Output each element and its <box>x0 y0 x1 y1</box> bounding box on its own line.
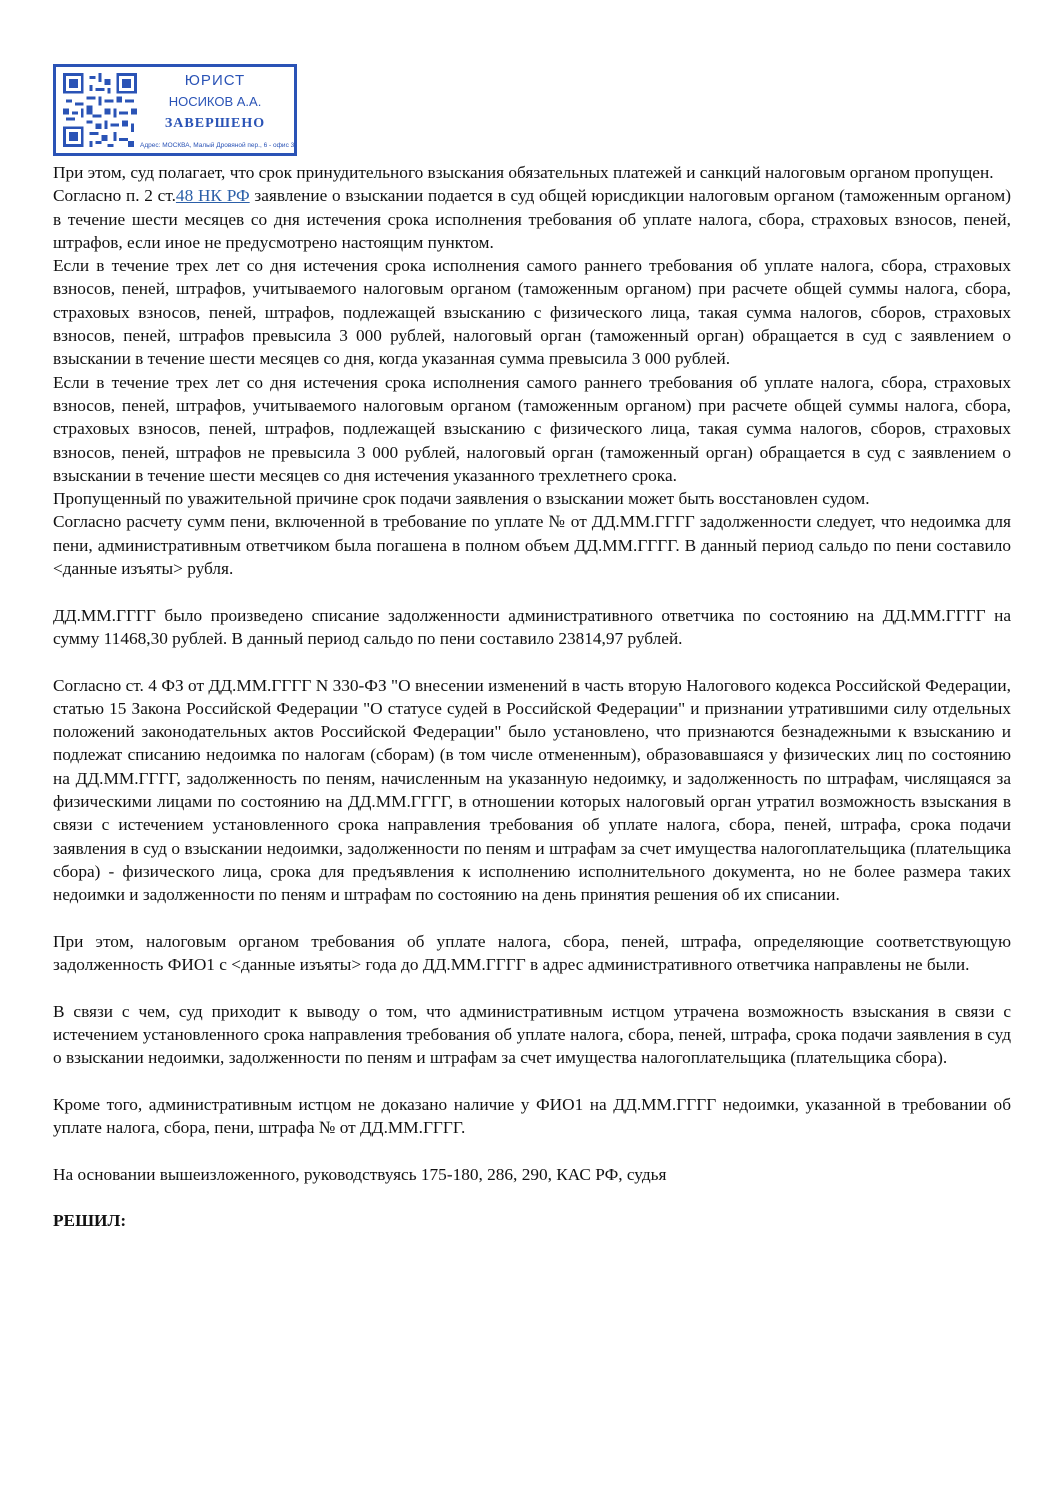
document-body <box>53 161 1011 1233</box>
stamp-address: Адрес: МОСКВА, Малый Дровяной пер., 6 - офис 3 <box>140 142 295 149</box>
paragraph-10: В связи с чем, суд приходит к выводу о том, что административным истцом утрачена возможность взыскания в связи с истечением установленного срока направления требования об уплате налога, сбора, пеней, штрафа, срока подачи заявления в суд о взыскании недоимки, задолженности по пеням и штрафам за счет имущества налогоплательщика (плательщика сбора). <box>53 1001 1011 1068</box>
stamp-title: ЮРИСТ <box>184 72 246 89</box>
paragraph-5: Пропущенный по уважительной причине срок подачи заявления о взыскании может быть восстановлен судом. <box>53 489 870 509</box>
paragraph-9: При этом, налоговым органом требования об уплате налога, сбора, пеней, штрафа, определяющие соответствующую задолженность ФИО1 с <данные изъяты> года до ДД.ММ.ГГГГ в адрес административного ответчика направлены не были. <box>53 931 1011 975</box>
stamp-name: НОСИКОВ А.А. <box>168 94 262 109</box>
qr-code-icon <box>63 73 137 147</box>
law-link-48-nk-rf[interactable]: 48 НК РФ <box>175 186 250 206</box>
paragraph-1: При этом, суд полагает, что срок принудительного взыскания обязательных платежей и санкций налоговым органом пропущен. <box>53 163 994 182</box>
decision-heading: РЕШИЛ: <box>53 1211 127 1231</box>
paragraph-11: Кроме того, административным истцом не доказано наличие у ФИО1 на ДД.ММ.ГГГГ недоимки, указанной в требовании об уплате налога, сбора, пени, штрафа № от ДД.ММ.ГГГГ. <box>53 1094 1011 1138</box>
paragraph-2-lead: Согласно п. 2 ст. <box>53 186 176 206</box>
paragraph-2 <box>53 184 1011 254</box>
stamp-status: ЗАВЕРШЕНО <box>164 116 266 131</box>
paragraph-2-rest: заявление о взыскании подается в суд общей юрисдикции налоговым органом (таможенным органом) в течение шести месяцев со дня истечения срока исполнения требования об уплате налога, сбора, страховых взносов, пеней, штрафов, если иное не предусмотрено настоящим пунктом. <box>53 186 1011 252</box>
paragraph-6: Согласно расчету сумм пени, включенной в требование по уплате № от ДД.ММ.ГГГГ задолженности следует, что недоимка для пени, административным ответчиком была погашена в полном объем ДД.ММ.ГГГГ. В данный период сальдо по пени составило <данные изъяты> рубля. <box>53 512 1011 579</box>
paragraph-3: Если в течение трех лет со дня истечения срока исполнения самого раннего требования об уплате налога, сбора, страховых взносов, пеней, штрафов, учитываемого налоговым органом (таможенным органом) при расчете общей суммы налога, сбора, страховых взносов, пеней, штрафов, подлежащей взысканию с физического лица, такая сумма налогов, сборов, страховых взносов, пеней, штрафов превысила 3 000 рублей, налоговый орган (таможенный орган) обращается в суд с заявлением о взыскании в течение шести месяцев со дня, когда указанная сумма превысила 3 000 рублей. <box>53 256 1011 369</box>
lawyer-stamp <box>53 64 297 156</box>
paragraph-12: На основании вышеизложенного, руководствуясь 175-180, 286, 290, КАС РФ, судья <box>53 1164 667 1184</box>
paragraph-7: ДД.ММ.ГГГГ было произведено списание задолженности административного ответчика по состоянию на ДД.ММ.ГГГГ на сумму 11468,30 рублей. В данный период сальдо по пени составило 23814,97 рублей. <box>53 605 1011 648</box>
paragraph-4: Если в течение трех лет со дня истечения срока исполнения самого раннего требования об уплате налога, сбора, страховых взносов, пеней, штрафов, учитываемого налоговым органом (таможенным органом) при расчете общей суммы налога, сбора, страховых взносов, пеней, штрафов, подлежащей взысканию с физического лица, такая сумма налогов, сборов, страховых взносов, пеней, штрафов не превысила 3 000 рублей, налоговый орган (таможенный орган) обращается в суд с заявлением о взыскании в течение шести месяцев со дня истечения указанного трехлетнего срока. <box>53 372 1011 485</box>
paragraph-8: Согласно ст. 4 ФЗ от ДД.ММ.ГГГГ N 330-ФЗ "О внесении изменений в часть вторую Налогового кодекса Российской Федерации, статью 15 Закона Российской Федерации "О статусе судей в Российской Федерации" и признании утратившими силу отдельных положений законодательных актов Российской Федерации" было установлено, что признаются безнадежными к взысканию и подлежат списанию недоимка по налогам (сборам) (в том числе отмененным), образовавшаяся у физических лиц по состоянию на ДД.ММ.ГГГГ, задолженность по пеням, начисленным на указанную недоимку, и задолженность по штрафам, числящаяся за физическими лицами по состоянию на ДД.ММ.ГГГГ, в отношении которых налоговый орган утратил возможность взыскания в связи с истечением установленного срока направления требования об уплате налога, сбора, пеней, штрафа, срока подачи заявления в суд о взыскании недоимки, задолженности по пеням и штрафам за счет имущества налогоплательщика (плательщика сбора) - физического лица, срока для предъявления к исполнению исполнительного документа, но не более размера таких недоимки и задолженности по пеням и штрафам по состоянию на день принятия решения об их списании. <box>53 675 1011 905</box>
